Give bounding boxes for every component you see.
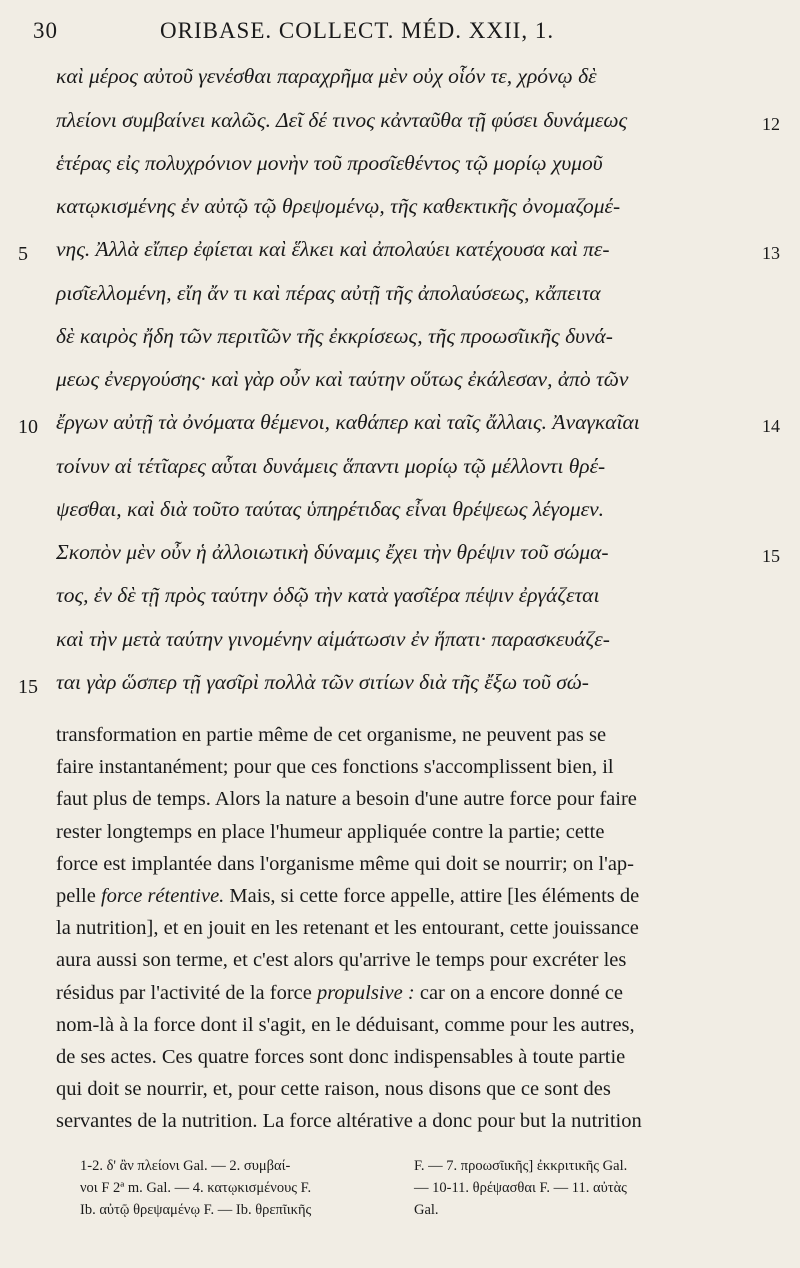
- greek-line: κατῳκισμένης ἐν αὐτῷ τῷ θρεψομένῳ, τῆς καθεκτικῆς ὀνομαζομέ-: [56, 194, 621, 218]
- greek-line: Σκοπὸν μὲν οὖν ἡ ἀλλοιωτικὴ δύναμις ἔχει τὴν θρέψιν τοῦ σώμα-: [56, 540, 609, 564]
- french-line: de ses actes. Ces quatre forces sont donc indispensables à toute partie: [56, 1046, 626, 1068]
- greek-line: ται γὰρ ὥσπερ τῇ γασῖρὶ πολλὰ τῶν σιτίων διὰ τῆς ἔξω τοῦ σώ-: [56, 670, 589, 694]
- note-line: νοι F 2ª m. Gal. — 4. κατῳκισμένους F.: [80, 1180, 312, 1196]
- greek-line: μεως ἐνεργούσης· καὶ γὰρ οὖν καὶ ταύτην οὕτως ἐκάλεσαν, ἀπὸ τῶν: [56, 367, 629, 391]
- french-line: rester longtemps en place l'humeur appliquée contre la partie; cette: [56, 821, 605, 843]
- french-text: pelle: [56, 885, 101, 907]
- french-line: aura aussi son terme, et c'est alors qu'arrive le temps pour excréter les: [56, 949, 627, 971]
- note-line: — 10-11. θρέψασθαι F. — 11. αὐτὰς: [414, 1180, 627, 1196]
- greek-line: ἔργων αὐτῇ τὰ ὀνόματα θέμενοι, καθάπερ καὶ ταῖς ἄλλαις. Ἀναγκαῖαι: [56, 410, 640, 434]
- french-text: résidus par l'activité de la force: [56, 982, 317, 1004]
- page-number: 30: [33, 18, 58, 43]
- line-number: 15: [18, 676, 38, 698]
- greek-line: πλείονι συμβαίνει καλῶς. Δεῖ δέ τινος κἀνταῦθα τῇ φύσει δυνάμεως: [56, 108, 628, 132]
- french-line: la nutrition], et en jouit en les retenant et les entourant, cette jouissance: [56, 917, 639, 939]
- french-text: car on a encore donné ce: [414, 982, 624, 1004]
- margin-number: 13: [762, 243, 780, 263]
- french-line: force est implantée dans l'organisme même qui doit se nourrir; on l'ap-: [56, 853, 635, 875]
- note-line: F. — 7. προωσῖικῆς] ἐκκριτικῆς Gal.: [414, 1158, 628, 1174]
- margin-number: 15: [762, 546, 780, 566]
- greek-line: νης. Ἀλλὰ εἴπερ ἐφίεται καὶ ἕλκει καὶ ἀπολαύει κατέχουσα καὶ πε-: [56, 237, 610, 261]
- french-line: transformation en partie même de cet organisme, ne peuvent pas se: [56, 724, 607, 746]
- french-line: nom-là à la force dont il s'agit, en le déduisant, comme pour les autres,: [56, 1014, 635, 1036]
- term-force-retentive: force rétentive.: [100, 885, 225, 907]
- term-propulsive: propulsive :: [316, 982, 415, 1004]
- greek-line: ψεσθαι, καὶ διὰ τοῦτο ταύτας ὑπηρέτιδας εἶναι θρέψεως λέγομεν.: [56, 497, 605, 521]
- french-line: [56, 885, 639, 908]
- greek-line: δὲ καιρὸς ἤδη τῶν περιτῖῶν τῆς ἐκκρίσεως, τῆς προωσῖικῆς δυνά-: [56, 324, 613, 348]
- greek-line: ρισῖελλομένη, εἴη ἄν τι καὶ πέρας αὐτῇ τῆς ἀπολαύσεως, κἄπειτα: [56, 281, 601, 305]
- margin-number: 12: [762, 114, 780, 134]
- greek-line: τοίνυν αἱ τέτῖαρες αὗται δυνάμεις ἅπαντι μορίῳ τῷ μέλλοντι θρέ-: [56, 454, 606, 478]
- greek-line: καὶ μέρος αὐτοῦ γενέσθαι παραχρῆμα μὲν οὐχ οἷόν τε, χρόνῳ δὲ: [56, 64, 597, 88]
- french-line: [56, 982, 623, 1005]
- greek-line: ἑτέρας εἰς πολυχρόνιον μονὴν τοῦ προσῖεθέντος τῷ μορίῳ χυμοῦ: [56, 151, 603, 175]
- line-number: 10: [18, 416, 38, 438]
- note-line: 1-2. δ' ἂν πλείονι Gal. — 2. συμβαί-: [80, 1158, 291, 1174]
- note-line: Ib. αὐτῷ θρεψαμένῳ F. — Ib. θρεπῖικῆς: [80, 1202, 312, 1218]
- line-number: 5: [18, 243, 28, 265]
- french-line: servantes de la nutrition. La force altérative a donc pour but la nutrition: [56, 1110, 642, 1132]
- french-text: Mais, si cette force appelle, attire [les éléments de: [224, 885, 640, 907]
- french-line: faut plus de temps. Alors la nature a besoin d'une autre force pour faire: [56, 788, 637, 810]
- greek-line: τος, ἐν δὲ τῇ πρὸς ταύτην ὁδῷ τὴν κατὰ γασῖέρα πέψιν ἐργάζεται: [56, 583, 600, 607]
- running-title: ORIBASE. COLLECT. MÉD. XXII, 1.: [160, 18, 555, 43]
- margin-number: 14: [762, 416, 780, 436]
- french-line: faire instantanément; pour que ces fonctions s'accomplissent bien, il: [56, 756, 614, 778]
- note-line: Gal.: [414, 1202, 439, 1218]
- french-line: qui doit se nourrir, et, pour cette raison, nous disons que ce sont des: [56, 1078, 611, 1100]
- page-header: [0, 16, 800, 52]
- greek-line: καὶ τὴν μετὰ ταύτην γινομένην αἱμάτωσιν ἐν ἥπατι· παρασκευάζε-: [56, 627, 610, 651]
